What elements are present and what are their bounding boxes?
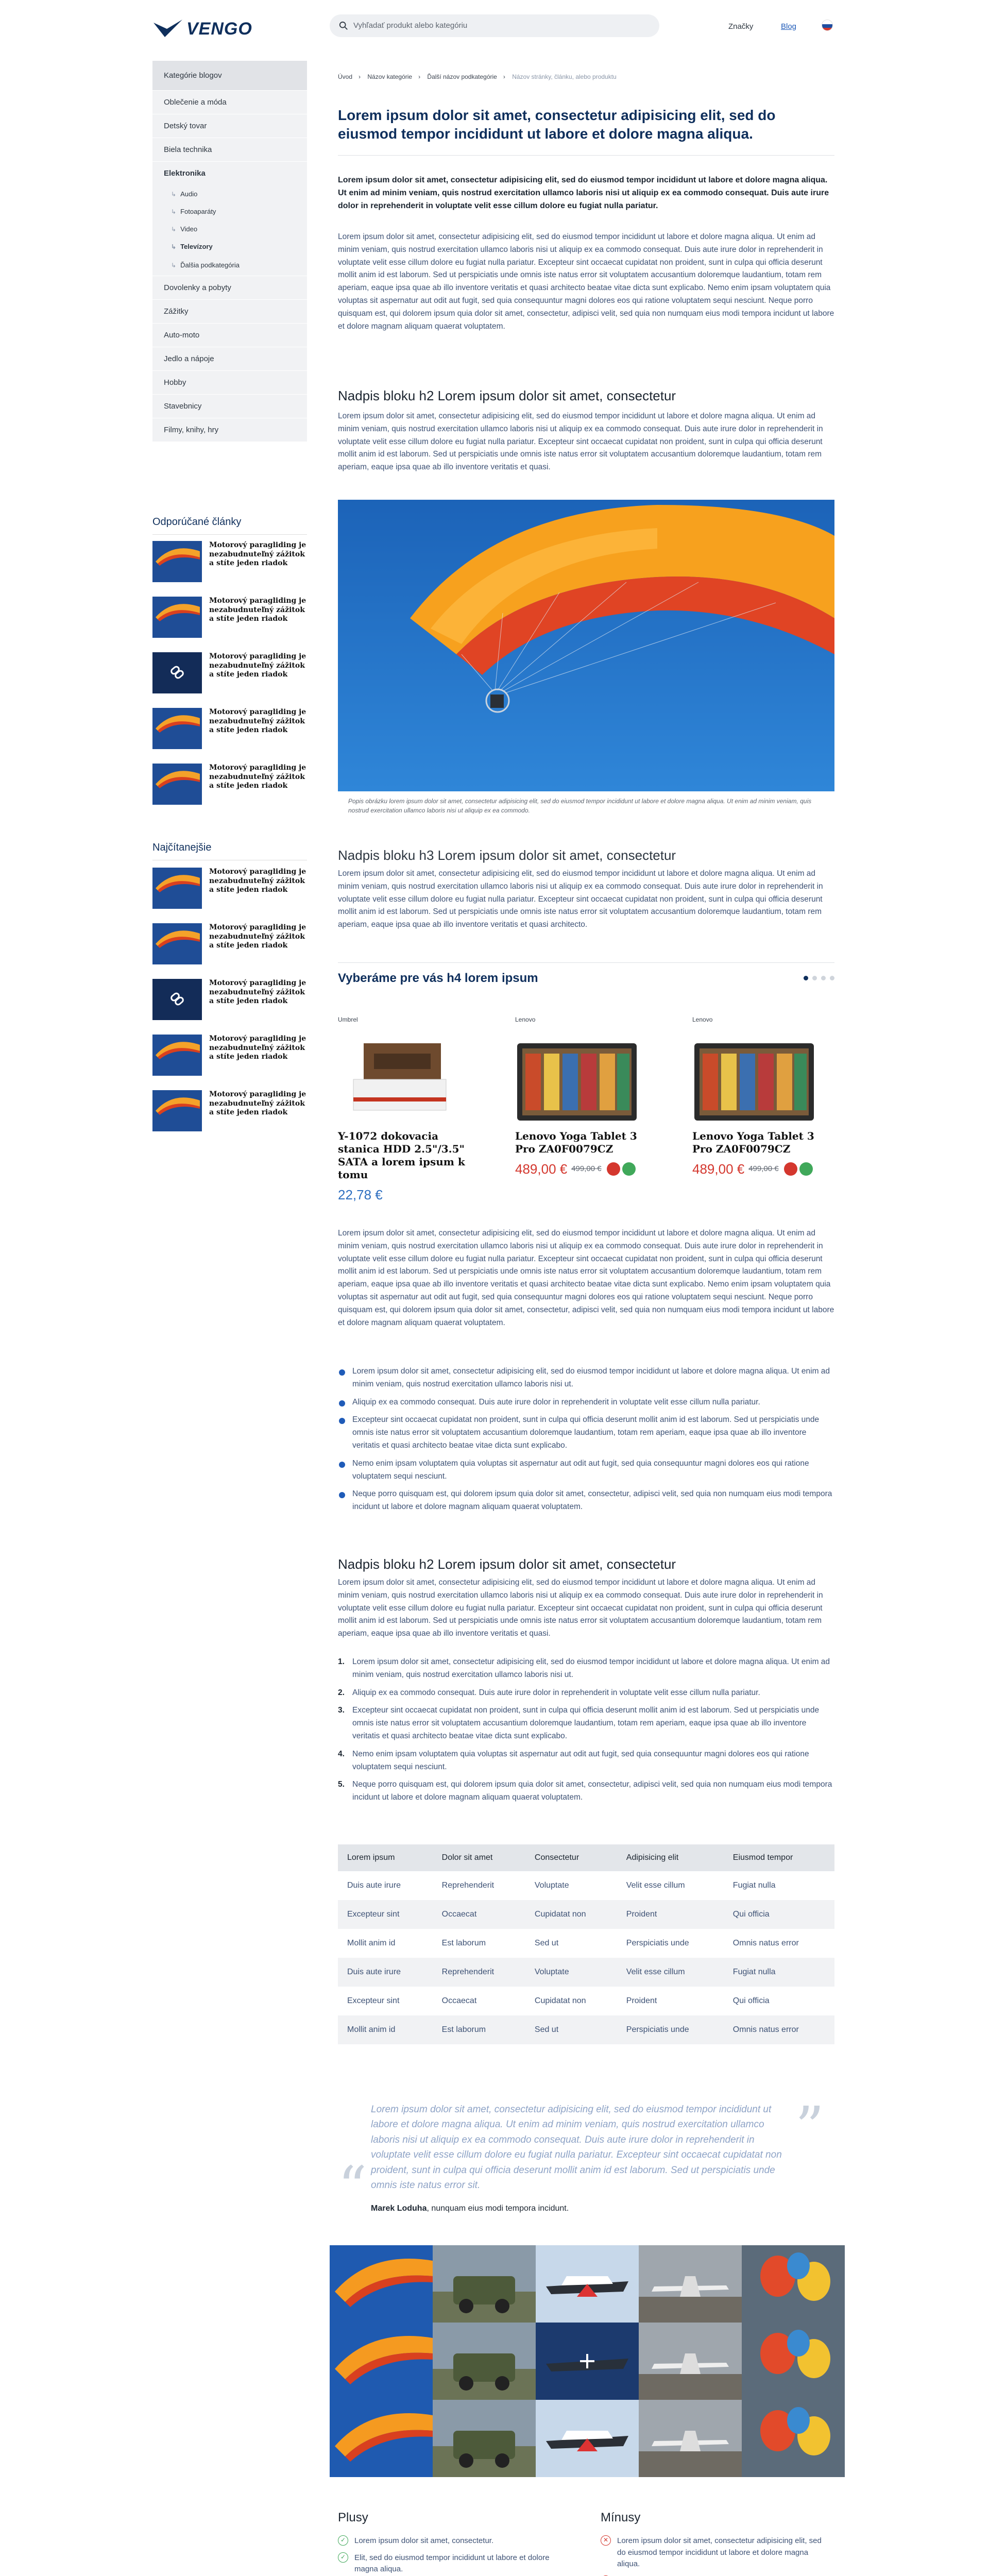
table-cell: Cupidatat non	[534, 1996, 586, 2005]
breadcrumb-item[interactable]: Ďalší názov podkategórie	[427, 73, 497, 80]
cons-item: ✕ Lorem ipsum dolor sit amet, consectetur adipisicing elit, sed do eiusmod tempor incididunt ut labore et dolore magna aliqua.	[601, 2535, 827, 2570]
breadcrumb-current: Názov stránky, článku, alebo produktu	[512, 73, 617, 80]
table-row	[338, 2015, 834, 2044]
sidebar-item[interactable]: Hobby	[152, 371, 307, 395]
product-price: 22,78 €	[338, 1187, 383, 1202]
gallery-image[interactable]	[742, 2400, 845, 2477]
table-header: Lorem ipsum	[338, 1844, 433, 1871]
table-row	[338, 1987, 834, 2015]
article-thumbnail	[152, 1035, 202, 1076]
article-lead: Lorem ipsum dolor sit amet, consectetur adipisicing elit, sed do eiusmod tempor incididunt ut labore et dolore magna aliqua. Ut enim ad minim veniam, quis nostrud exercitation ullamco laboris nisi ut aliquip ex ea commodo consequat. Duis aute irure dolor in reprehenderit in voluptate velit esse cillum dolore eu fugiat nulla pariatur.	[338, 176, 829, 210]
product-brand: Umbrel	[338, 1016, 358, 1023]
gallery-image[interactable]	[536, 2245, 639, 2323]
sidebar-item-active[interactable]: Elektronika	[164, 169, 206, 178]
quote-author-note: , nunquam eius modi tempora incidunt.	[427, 2204, 569, 2213]
subitem-arrow-icon: ↳	[171, 225, 177, 233]
most-read-article[interactable]	[152, 923, 307, 973]
sidebar-item[interactable]: Filmy, knihy, hry	[152, 418, 307, 442]
article-thumbnail	[152, 764, 202, 805]
gallery-image[interactable]	[639, 2400, 742, 2477]
list-item: Nemo enim ipsam voluptatem quia voluptas sit aspernatur aut odit aut fugit, sed quia consequuntur magni dolores eos qui ratione voluptatem sequi nesciunt.	[352, 1749, 809, 1771]
article-title: Motorový paragliding je nezabudnuteľný zážitok a stíte jeden riadok	[209, 868, 306, 894]
article-title: Motorový paragliding je nezabudnuteľný zážitok a stíte jeden riadok	[209, 764, 306, 790]
gallery-image[interactable]	[742, 2245, 845, 2323]
recommended-article[interactable]	[152, 541, 307, 590]
list-item: Excepteur sint occaecat cupidatat non proident, sunt in culpa qui officia deserunt mollit anim id est laborum. Sed ut perspiciatis unde omnis iste natus error sit voluptatem accusantium doloremque laudantium, totam rem aperiam, eaque ipsa quae ab illo inventore veritatis et quasi architecto beatae vitae dicta sunt explicabo.	[352, 1706, 820, 1740]
product-image	[515, 1028, 639, 1126]
article-title: Motorový paragliding je nezabudnuteľný zážitok a stíte jeden riadok	[209, 1035, 306, 1061]
table-cell: Reprehenderit	[441, 1880, 494, 1890]
table-cell: Duis aute irure	[338, 1958, 433, 1987]
table-row	[338, 1871, 834, 1900]
product-image	[338, 1028, 462, 1126]
gallery-image[interactable]	[433, 2323, 536, 2400]
table-header: Adipisicing elit	[617, 1844, 724, 1871]
article-thumbnail	[152, 708, 202, 749]
sidebar-item[interactable]: Oblečenie a móda	[152, 91, 307, 114]
table-cell: Velit esse cillum	[617, 1958, 724, 1987]
product-price-row	[692, 1159, 826, 1179]
gallery-image[interactable]	[330, 2323, 433, 2400]
product-image	[692, 1028, 816, 1126]
table-cell: Perspiciatis unde	[626, 1938, 689, 1947]
table-cell: Qui officia	[724, 1900, 834, 1929]
carousel-dot[interactable]	[812, 976, 817, 980]
gallery-image[interactable]	[433, 2400, 536, 2477]
table-cell: Sed ut	[534, 1938, 559, 1947]
product-price: 489,00 €	[515, 1161, 568, 1177]
image-gallery	[330, 2245, 845, 2477]
stock-badge-icon	[799, 1162, 813, 1176]
gallery-image[interactable]	[433, 2245, 536, 2323]
page-title: Lorem ipsum dolor sit amet, consectetur adipisicing elit, sed do eiusmod tempor incididunt ut labore et dolore magna aliqua.	[338, 106, 834, 156]
table-cell: Voluptate	[525, 1958, 617, 1987]
nav-brands-link[interactable]: Značky	[728, 22, 754, 31]
products-heading-h4: Vyberáme pre vás h4 lorem ipsum	[338, 971, 538, 985]
sidebar-item[interactable]: Stavebnicy	[152, 395, 307, 418]
image-caption: Popis obrázku lorem ipsum dolor sit amet, consectetur adipisicing elit, sed do eiusmod tempor incididunt ut labore et dolore magna aliqua. Ut enim ad minim veniam, quis nostrud exercitation ullamco laboris nisi ut aliquip ex ea commodo.	[348, 798, 812, 814]
article-title: Motorový paragliding je nezabudnuteľný zážitok a stíte jeden riadok	[209, 652, 306, 679]
sidebar-subitem[interactable]: ↳ Audio	[152, 185, 307, 203]
sidebar-subitem[interactable]: ↳ Video	[152, 221, 307, 238]
list-item: Neque porro quisquam est, qui dolorem ipsum quia dolor sit amet, consectetur, adipisci velit, sed quia non numquam eius modi tempora incidunt ut labore et dolore magnam aliquam quaerat voluptatem.	[352, 1780, 832, 1802]
product-name[interactable]: Y-1072 dokovacia stanica HDD 2.5"/3.5" SATA a lorem ipsum k tomu	[338, 1129, 465, 1181]
table-cell: Proident	[617, 1900, 724, 1929]
list-item: Lorem ipsum dolor sit amet, consectetur adipisicing elit, sed do eiusmod tempor incididunt ut labore et dolore magna aliqua. Ut enim ad minim veniam, quis nostrud exercitation ullamco laboris nisi ut.	[352, 1657, 830, 1679]
sale-badge-icon	[784, 1162, 797, 1176]
table-cell: Occaecat	[441, 1996, 477, 2005]
product-brand: Lenovo	[515, 1016, 536, 1023]
table-cell: Excepteur sint	[338, 1900, 433, 1929]
product-brand: Lenovo	[692, 1016, 713, 1023]
quote-text: Lorem ipsum dolor sit amet, consectetur adipisicing elit, sed do eiusmod tempor incididunt ut labore et dolore magna aliqua. Ut enim ad minim veniam, quis nostrud exercitation ullamco laboris nisi ut aliquip ex ea commodo consequat. Duis aute irure dolor in reprehenderit in voluptate velit esse cillum dolore eu fugiat nulla pariatur. Excepteur sint occaecat cupidatat non proident, sunt in culpa qui officia deserunt mollit anim id est laborum. Sed ut perspiciatis unde omnis iste natus error sit.	[371, 2104, 782, 2191]
bullet-list	[338, 1365, 834, 1519]
table-cell: Qui officia	[732, 1996, 770, 2005]
section-heading-h3: Nadpis bloku h3 Lorem ipsum dolor sit amet, consectetur	[338, 848, 676, 863]
recommended-title: Odporúčané články	[152, 514, 307, 535]
site-header	[0, 0, 989, 52]
gallery-image[interactable]	[639, 2323, 742, 2400]
list-item: Excepteur sint occaecat cupidatat non proident, sunt in culpa qui officia deserunt mollit anim id est laborum. Sed ut perspiciatis unde omnis iste natus error sit voluptatem accusantium doloremque laudantium, totam rem aperiam, eaque ipsa quae ab illo inventore veritatis et quasi architecto beatae vitae dicta sunt explicabo.	[338, 1414, 834, 1452]
table-cell: Velit esse cillum	[626, 1880, 685, 1890]
recommended-article[interactable]	[152, 708, 307, 757]
cons-title: Mínusy	[601, 2511, 641, 2524]
carousel-dot[interactable]	[830, 976, 834, 980]
product-card[interactable]	[338, 1015, 472, 1205]
breadcrumb-item[interactable]: Názov kategórie	[367, 73, 413, 80]
article-thumbnail	[152, 597, 202, 638]
article-paragraph: Lorem ipsum dolor sit amet, consectetur adipisicing elit, sed do eiusmod tempor incididunt ut labore et dolore magna aliqua. Ut enim ad minim veniam, quis nostrud exercitation ullamco laboris nisi ut aliquip ex ea commodo consequat. Duis aute irure dolor in reprehenderit in voluptate velit esse cillum dolore eu fugiat nulla pariatur. Excepteur sint occaecat cupidatat non proident, sunt in culpa qui officia deserunt mollit anim id est laborum. Sed ut perspiciatis unde omnis iste natus error sit voluptatem accusantium doloremque laudantium, totam rem aperiam, eaque ipsa quae ab illo inventore veritatis et quasi architecto.	[338, 869, 823, 929]
link-thumbnail-icon	[152, 979, 202, 1020]
table-cell: Fugiat nulla	[732, 1880, 776, 1890]
product-price-row	[515, 1159, 649, 1179]
gallery-image[interactable]	[742, 2323, 845, 2400]
article-thumbnail	[152, 1090, 202, 1131]
paraglider-image	[338, 500, 834, 791]
sidebar-item[interactable]: Biela technika	[152, 138, 307, 162]
article-thumbnail	[152, 541, 202, 582]
logo-icon	[152, 19, 183, 39]
recommended-article[interactable]	[152, 764, 307, 813]
article-paragraph: Lorem ipsum dolor sit amet, consectetur adipisicing elit, sed do eiusmod tempor incididunt ut labore et dolore magna aliqua. Ut enim ad minim veniam, quis nostrud exercitation ullamco laboris nisi ut aliquip ex ea commodo consequat. Duis aute irure dolor in reprehenderit in voluptate velit esse cillum dolore eu fugiat nulla pariatur. Excepteur sint occaecat cupidatat non proident, sunt in culpa qui officia deserunt mollit anim id est laborum. Sed ut perspiciatis unde omnis iste natus error sit voluptatem accusantium doloremque laudantium, totam rem aperiam, eaque ipsa quae ab illo inventore veritatis et quasi architecto beatae vitae dicta sunt explicabo. Nemo enim ipsam voluptatem quia voluptas sit aspernatur aut odit aut fugit, sed quia consequuntur magni dolores eos qui ratione voluptatem sequi nesciunt. Neque porro quisquam est, qui dolorem ipsum quia dolor sit amet, consectetur, adipisci velit, sed quia non numquam eius modi tempora incidunt ut labore et dolore magnam aliquam quaerat voluptatem.	[338, 232, 834, 331]
pros-item: ✓ Lorem ipsum dolor sit amet, consectetur.	[338, 2535, 565, 2547]
subitem-arrow-icon: ↳	[171, 190, 177, 198]
section-heading-h2: Nadpis bloku h2 Lorem ipsum dolor sit amet, consectetur	[338, 1556, 676, 1572]
product-old-price: 499,00 €	[748, 1164, 779, 1174]
table-cell: Mollit anim id	[338, 2015, 433, 2044]
sidebar-item[interactable]: Auto-moto	[152, 324, 307, 347]
most-read-article[interactable]	[152, 1090, 307, 1140]
search-icon	[339, 21, 348, 30]
article-title: Motorový paragliding je nezabudnuteľný zážitok a stíte jeden riadok	[209, 541, 306, 567]
search-placeholder: Vyhľadať produkt alebo kategóriu	[353, 21, 468, 30]
vengo-logo[interactable]: VENGO	[152, 15, 252, 43]
quote-author	[350, 2202, 824, 2215]
gallery-image[interactable]	[330, 2245, 433, 2323]
recommended-article[interactable]	[152, 597, 307, 646]
table-cell: Voluptate	[534, 1880, 569, 1890]
most-read-article[interactable]	[152, 868, 307, 917]
most-read-article[interactable]	[152, 979, 307, 1028]
article-title: Motorový paragliding je nezabudnuteľný zážitok a stíte jeden riadok	[209, 1090, 306, 1116]
article-paragraph: Lorem ipsum dolor sit amet, consectetur adipisicing elit, sed do eiusmod tempor incididunt ut labore et dolore magna aliqua. Ut enim ad minim veniam, quis nostrud exercitation ullamco laboris nisi ut aliquip ex ea commodo consequat. Duis aute irure dolor in reprehenderit in voluptate velit esse cillum dolore eu fugiat nulla pariatur. Excepteur sint occaecat cupidatat non proident, sunt in culpa qui officia deserunt mollit anim id est laborum. Sed ut perspiciatis unde omnis iste natus error sit voluptatem accusantium doloremque laudantium, totam rem aperiam, eaque ipsa quae ab illo inventore veritatis et quasi.	[338, 1578, 823, 1638]
divider	[338, 962, 834, 963]
blockquote	[338, 2094, 824, 2220]
cons-box	[601, 2508, 827, 2576]
article-paragraph: Lorem ipsum dolor sit amet, consectetur adipisicing elit, sed do eiusmod tempor incididunt ut labore et dolore magna aliqua. Ut enim ad minim veniam, quis nostrud exercitation ullamco laboris nisi ut aliquip ex ea commodo consequat. Duis aute irure dolor in reprehenderit in voluptate velit esse cillum dolore eu fugiat nulla pariatur. Excepteur sint occaecat cupidatat non proident, sunt in culpa qui officia deserunt mollit anim id est laborum. Sed ut perspiciatis unde omnis iste natus error sit voluptatem accusantium doloremque laudantium, totam rem aperiam, eaque ipsa quae ab illo inventore veritatis et quasi architecto beatae vitae dicta sunt explicabo. Nemo enim ipsam voluptatem quia voluptas sit aspernatur aut odit aut fugit, sed quia consequuntur magni dolores eos qui ratione voluptatem sequi nesciunt. Neque porro quisquam est, qui dolorem ipsum quia dolor sit amet, consectetur, adipisci velit, sed quia non numquam eius modi tempora incidunt ut labore et dolore magnam aliquam quaerat voluptatem.	[338, 1229, 834, 1327]
article-thumbnail	[152, 868, 202, 909]
carousel-dots[interactable]	[804, 976, 834, 980]
article-paragraph: Lorem ipsum dolor sit amet, consectetur adipisicing elit, sed do eiusmod tempor incididunt ut labore et dolore magna aliqua. Ut enim ad minim veniam, quis nostrud exercitation ullamco laboris nisi ut aliquip ex ea commodo consequat. Duis aute irure dolor in reprehenderit in voluptate velit esse cillum dolore eu fugiat nulla pariatur. Excepteur sint occaecat cupidatat non proident, sunt in culpa qui officia deserunt mollit anim id est laborum. Sed ut perspiciatis unde omnis iste natus error sit voluptatem accusantium doloremque laudantium, totam rem aperiam, eaque ipsa quae ab illo inventore veritatis et quasi.	[338, 412, 823, 472]
sale-badge-icon	[607, 1162, 620, 1176]
gallery-image-hover[interactable]	[536, 2323, 639, 2400]
table-cell: Occaecat	[433, 1900, 525, 1929]
sidebar-subitem[interactable]: ↳ Fotoaparáty	[152, 203, 307, 221]
pros-item: ✓ Elit, sed do eiusmod tempor incididunt ut labore et dolore magna aliqua.	[338, 2552, 565, 2575]
sidebar-head: Kategórie blogov	[152, 61, 307, 91]
subitem-arrow-icon: ↳	[171, 208, 177, 215]
table-cell: Fugiat nulla	[724, 1958, 834, 1987]
table-row	[338, 1929, 834, 1958]
table-cell: Excepteur sint	[347, 1996, 400, 2005]
quote-close-icon: ”	[795, 2094, 824, 2160]
table-header: Eiusmod tempor	[724, 1844, 834, 1871]
section-heading-h2: Nadpis bloku h2 Lorem ipsum dolor sit amet, consectetur	[338, 388, 676, 403]
product-card[interactable]	[515, 1015, 649, 1179]
product-name[interactable]: Lenovo Yoga Tablet 3 Pro ZA0F0079CZ	[692, 1129, 814, 1155]
article-thumbnail	[152, 923, 202, 964]
language-flag-icon[interactable]	[822, 20, 833, 31]
quote-open-icon: “	[338, 2154, 367, 2220]
article-title: Motorový paragliding je nezabudnuteľný zážitok a stíte jeden riadok	[209, 597, 306, 623]
table-cell: Perspiciatis unde	[617, 2015, 724, 2044]
table-header: Dolor sit amet	[433, 1844, 525, 1871]
sidebar-item[interactable]: Dovolenky a pobyty	[152, 276, 307, 300]
article-title: Motorový paragliding je nezabudnuteľný zážitok a stíte jeden riadok	[209, 708, 306, 734]
sidebar-subitem[interactable]: ↳ Ďalšia podkategória	[152, 256, 307, 276]
search-input[interactable]	[330, 14, 659, 37]
list-item: Lorem ipsum dolor sit amet, consectetur adipisicing elit, sed do eiusmod tempor incididunt ut labore et dolore magna aliqua. Ut enim ad minim veniam, quis nostrud exercitation ullamco laboris nisi ut.	[338, 1365, 834, 1391]
sidebar-item[interactable]: Jedlo a nápoje	[152, 347, 307, 371]
recommended-article[interactable]	[152, 652, 307, 702]
gallery-image[interactable]	[639, 2245, 742, 2323]
table-cell: Omnis natus error	[732, 1938, 799, 1947]
list-item: Neque porro quisquam est, qui dolorem ipsum quia dolor sit amet, consectetur, adipisci velit, sed quia non numquam eius modi tempora incidunt ut labore et dolore magnam aliquam quaerat voluptatem.	[338, 1488, 834, 1514]
product-price: 489,00 €	[692, 1161, 745, 1177]
breadcrumb: Úvod › Názov kategórie › Ďalší názov podkategórie › Názov stránky, článku, alebo produktu	[338, 73, 617, 80]
pros-title: Plusy	[338, 2511, 368, 2524]
breadcrumb-item[interactable]: Úvod	[338, 73, 353, 80]
table-cell: Cupidatat non	[525, 1900, 617, 1929]
gallery-image[interactable]	[330, 2400, 433, 2477]
pros-box	[338, 2508, 565, 2576]
most-read-title: Najčítanejšie	[152, 840, 307, 860]
table-cell: Sed ut	[525, 2015, 617, 2044]
stock-badge-icon	[622, 1162, 636, 1176]
table-row	[338, 1900, 834, 1929]
sidebar-item[interactable]: Zážitky	[152, 300, 307, 324]
table-cell: Est laborum	[441, 1938, 486, 1947]
table-cell: Mollit anim id	[347, 1938, 396, 1947]
table-cell: Reprehenderit	[433, 1958, 525, 1987]
data-table	[338, 1844, 834, 2044]
subitem-arrow-icon: ↳	[171, 262, 177, 269]
table-cell: Duis aute irure	[347, 1880, 401, 1890]
category-sidebar	[152, 61, 307, 442]
list-item: Nemo enim ipsam voluptatem quia voluptas sit aspernatur aut odit aut fugit, sed quia consequuntur magni dolores eos qui ratione voluptatem sequi nesciunt.	[338, 1458, 834, 1483]
product-name[interactable]: Lenovo Yoga Tablet 3 Pro ZA0F0079CZ	[515, 1129, 637, 1155]
nav-blog-link[interactable]: Blog	[781, 22, 797, 31]
quote-author-name: Marek Loduha	[371, 2204, 427, 2213]
subitem-arrow-icon: ↳	[171, 243, 177, 250]
carousel-dot[interactable]	[821, 976, 826, 980]
list-item: Aliquip ex ea commodo consequat. Duis aute irure dolor in reprehenderit in voluptate velit esse cillum nulla pariatur.	[352, 1688, 760, 1697]
table-cell: Proident	[626, 1996, 657, 2005]
table-cell: Est laborum	[433, 2015, 525, 2044]
table-cell: Omnis natus error	[724, 2015, 834, 2044]
link-thumbnail-icon	[152, 652, 202, 693]
list-item: Aliquip ex ea commodo consequat. Duis aute irure dolor in reprehenderit in voluptate velit esse cillum nulla pariatur.	[338, 1396, 834, 1409]
most-read-article[interactable]	[152, 1035, 307, 1084]
carousel-dot[interactable]	[804, 976, 808, 980]
table-row	[338, 1958, 834, 1987]
product-card[interactable]	[692, 1015, 826, 1179]
table-header: Consectetur	[525, 1844, 617, 1871]
article-title: Motorový paragliding je nezabudnuteľný zážitok a stíte jeden riadok	[209, 923, 306, 950]
sidebar-subitem-active[interactable]: ↳ Televízory	[152, 238, 307, 256]
gallery-image[interactable]	[536, 2400, 639, 2477]
article-title: Motorový paragliding je nezabudnuteľný zážitok a stíte jeden riadok	[209, 979, 306, 1005]
numbered-list	[338, 1656, 834, 1809]
product-old-price: 499,00 €	[571, 1164, 602, 1174]
sidebar-item[interactable]: Detský tovar	[152, 114, 307, 138]
